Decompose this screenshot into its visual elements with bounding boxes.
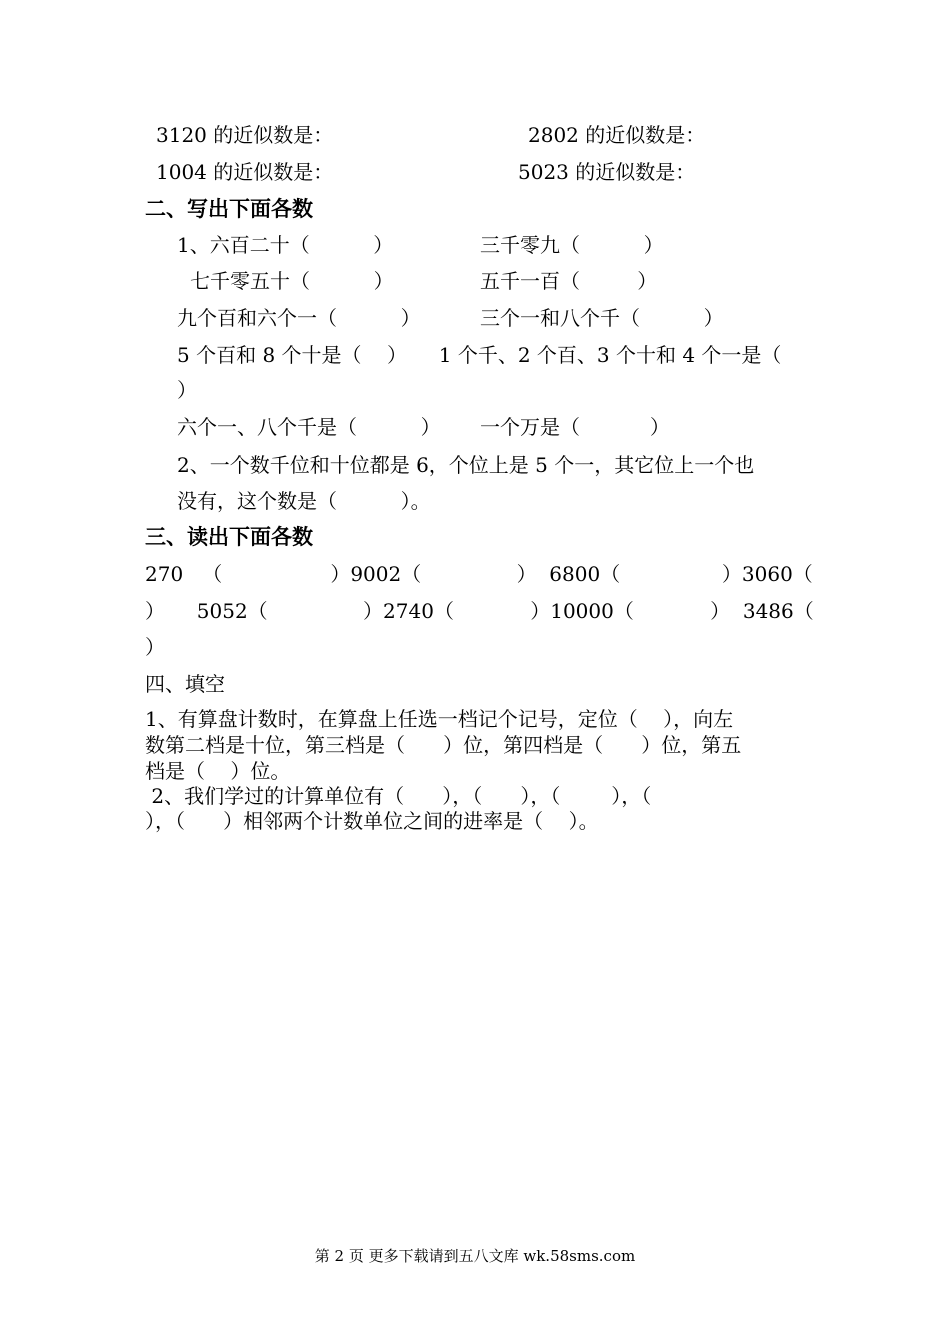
q2-line-2: 没有，这个数是（ ）。 xyxy=(177,489,431,513)
fill-q2-line-2: ），（ ）相邻两个计数单位之间的进率是（ ）。 xyxy=(145,809,599,833)
q2-line-1: 2、一个数千位和十位都是 6，个位上是 5 个一，其它位上一个也 xyxy=(177,453,755,477)
section2-heading: 二、写出下面各数 xyxy=(145,197,313,221)
fill-q2-line-1: 2、我们学过的计算单位有（ ），（ ），（ ），（ xyxy=(145,784,652,808)
section3-heading: 三、读出下面各数 xyxy=(145,525,313,549)
q1-item-1234-close: ） xyxy=(177,378,197,402)
q1-item-620: 1、六百二十（ ） xyxy=(177,233,394,257)
fill-q1-line-3: 档是（ ）位。 xyxy=(145,759,291,783)
section4-heading: 四、填空 xyxy=(145,672,225,696)
approx-2802: 2802 的近似数是： xyxy=(528,123,706,147)
fill-q1-line-1: 1、有算盘计数时，在算盘上任选一档记个记号，定位（ ），向左 xyxy=(145,707,734,731)
read-row-1: 270 （ ）9002（ ） 6800（ ）3060（ xyxy=(145,562,813,586)
q1-item-3009: 三千零九（ ） xyxy=(480,233,664,257)
read-row-2: ） 5052（ ）2740（ ）10000（ ） 3486（ xyxy=(145,599,814,623)
q1-item-7050: 七千零五十（ ） xyxy=(190,269,394,293)
q1-item-580-1234: 5 个百和 8 个十是（ ） 1 个千、2 个百、3 个十和 4 个一是（ xyxy=(177,343,782,367)
q1-item-8003: 三个一和八个千（ ） xyxy=(480,306,724,330)
q1-item-906: 九个百和六个一（ ） xyxy=(177,306,421,330)
page-footer: 第 2 页 更多下载请到五八文库 wk.58sms.com xyxy=(314,1247,636,1265)
q1-item-8006: 六个一、八个千是（ ） xyxy=(177,415,441,439)
fill-q1-line-2: 数第二档是十位，第三档是（ ）位，第四档是（ ）位，第五 xyxy=(145,733,742,757)
q1-item-10000: 一个万是（ ） xyxy=(480,415,670,439)
approx-3120: 3120 的近似数是： xyxy=(156,123,334,147)
q1-item-5100: 五千一百（ ） xyxy=(480,269,658,293)
approx-5023: 5023 的近似数是： xyxy=(518,160,696,184)
approx-1004: 1004 的近似数是： xyxy=(156,160,334,184)
read-row-3: ） xyxy=(145,635,165,659)
